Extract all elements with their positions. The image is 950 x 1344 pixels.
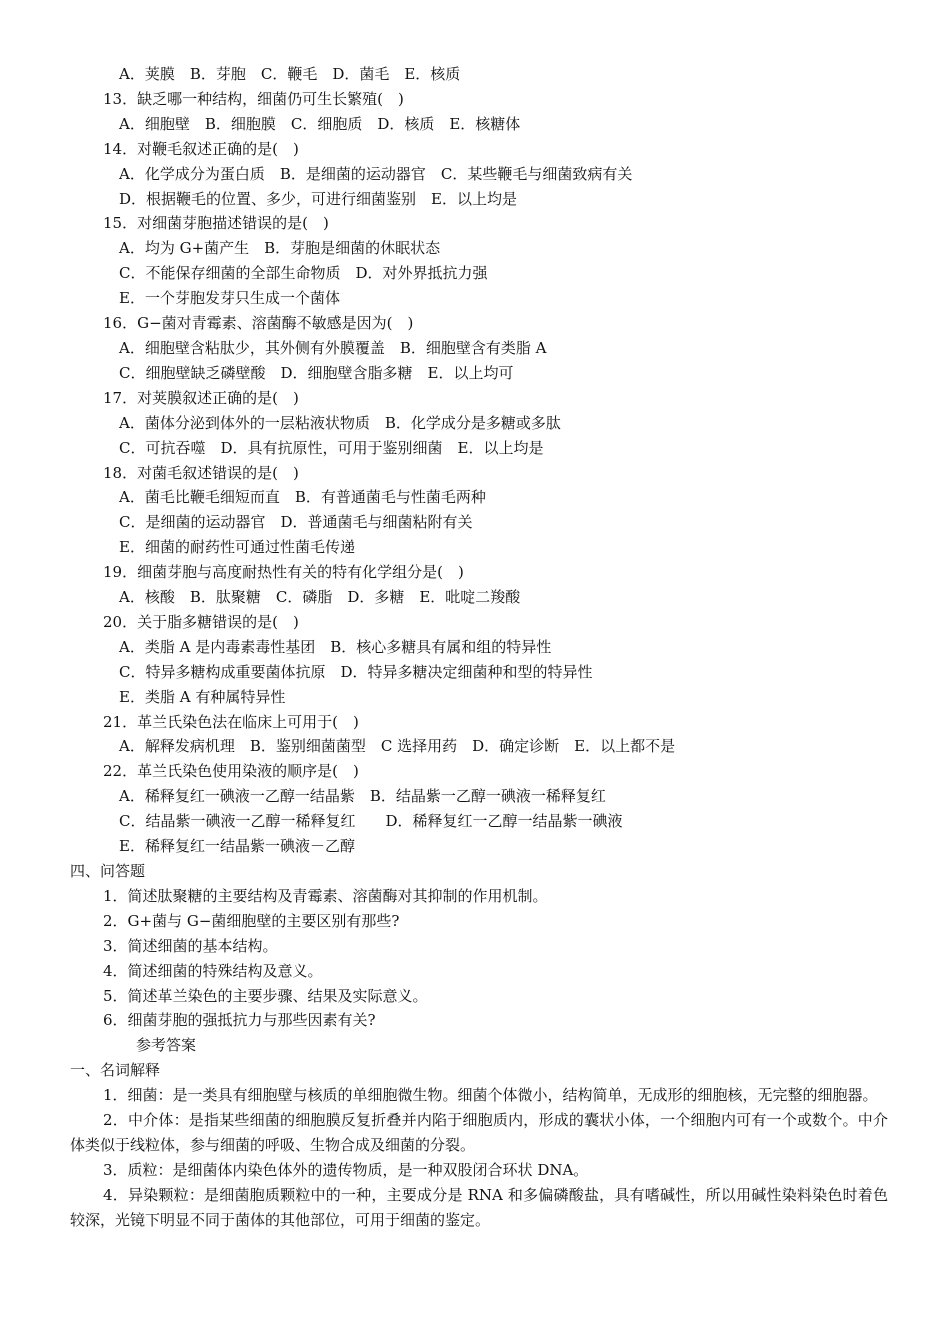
essay-question-4: 4．简述细菌的特殊结构及意义。: [103, 961, 323, 980]
answer-paragraph-1: 1．细菌：是一类具有细胞壁与核质的单细胞微生物。细菌个体微小，结构简单，无成形的细胞核，无完整的细胞器。: [103, 1086, 878, 1105]
q16-stem: 16．G−菌对青霉素、溶菌酶不敏感是因为( ): [103, 314, 414, 333]
essay-question-3: 3．简述细菌的基本结构。: [103, 936, 278, 955]
q16-options-1: A．细胞壁含粘肽少，其外侧有外膜覆盖 B．细胞壁含有类脂 A: [119, 338, 547, 357]
q20-stem: 20．关于脂多糖错误的是( ): [103, 612, 299, 631]
q18-stem: 18．对菌毛叙述错误的是( ): [103, 463, 299, 482]
q17-options-1: A．菌体分泌到体外的一层粘液状物质 B．化学成分是多糖或多肽: [119, 413, 561, 432]
q16-options-2: C．细胞壁缺乏磷壁酸 D．细胞壁含脂多糖 E．以上均可: [119, 363, 514, 382]
q20-options-1: A．类脂 A 是内毒素毒性基团 B．核心多糖具有属和组的特异性: [119, 637, 552, 656]
essay-question-2: 2．G+菌与 G−菌细胞壁的主要区别有那些?: [103, 911, 400, 930]
q14-options-1: A．化学成分为蛋白质 B．是细菌的运动器官 C．某些鞭毛与细菌致病有关: [119, 164, 633, 183]
answers-title: 参考答案: [136, 1036, 197, 1055]
answer-paragraph-3: 3．质粒：是细菌体内染色体外的遗传物质，是一种双股闭合环状 DNA。: [103, 1160, 589, 1179]
q15-stem: 15．对细菌芽胞描述错误的是( ): [103, 214, 329, 233]
q22-options-2: C．结晶紫一碘液一乙醇一稀释复红 D．稀释复红一乙醇一结晶紫一碘液: [119, 812, 623, 831]
q21-options: A．解释发病机理 B．鉴别细菌菌型 C 选择用药 D．确定诊断 E．以上都不是: [119, 737, 676, 756]
answer-paragraph-4: 4．异染颗粒：是细菌胞质颗粒中的一种，主要成分是 RNA 和多偏磷酸盐，具有嗜碱性，所以用碱性染料染色时着色较深，光镜下明显不同于菌体的其他部位，可用于细菌的鉴定。: [70, 1185, 888, 1229]
answer-paragraph-2: 2．中介体：是指某些细菌的细胞膜反复折叠并内陷于细胞质内，形成的囊状小体，一个细胞内可有一个或数个。中介体类似于线粒体，参与细菌的呼吸、生物合成及细菌的分裂。: [70, 1111, 888, 1154]
q22-options-1: A．稀释复红一碘液一乙醇一结晶紫 B．结晶紫一乙醇一碘液一稀释复红: [119, 787, 606, 806]
answers-section1-title: 一、名词解释: [70, 1061, 161, 1080]
q19-stem: 19．细菌芽胞与高度耐热性有关的特有化学组分是( ): [103, 563, 464, 582]
q15-options-2: C．不能保存细菌的全部生命物质 D．对外界抵抗力强: [119, 264, 488, 283]
essay-question-6: 6．细菌芽胞的强抵抗力与那些因素有关?: [103, 1011, 376, 1030]
q19-options: A．核酸 B．肽聚糖 C．磷脂 D．多糖 E．吡啶二羧酸: [119, 588, 521, 607]
q13-options: A．细胞壁 B．细胞膜 C．细胞质 D．核质 E．核糖体: [119, 114, 521, 133]
q20-options-3: E．类脂 A 有种属特异性: [119, 687, 286, 706]
q22-options-3: E．稀释复红一结晶紫一碘液－乙醇: [119, 837, 355, 856]
q18-options-2: C．是细菌的运动器官 D．普通菌毛与细菌粘附有关: [119, 513, 473, 532]
q14-options-2: D．根据鞭毛的位置、多少，可进行细菌鉴别 E．以上均是: [119, 189, 517, 208]
q15-options-1: A．均为 G+菌产生 B．芽胞是细菌的休眠状态: [119, 239, 441, 258]
q12-options: A．荚膜 B．芽胞 C．鞭毛 D．菌毛 E．核质: [119, 65, 461, 83]
q14-stem: 14．对鞭毛叙述正确的是( ): [103, 139, 299, 158]
essay-question-1: 1．简述肽聚糖的主要结构及青霉素、溶菌酶对其抑制的作用机制。: [103, 886, 548, 905]
q17-options-2: C．可抗吞噬 D．具有抗原性，可用于鉴别细菌 E．以上均是: [119, 438, 544, 457]
q18-options-3: E．细菌的耐药性可通过性菌毛传递: [119, 538, 355, 557]
q13-stem: 13．缺乏哪一种结构，细菌仍可生长繁殖( ): [103, 89, 404, 108]
q15-options-3: E．一个芽胞发芽只生成一个菌体: [119, 289, 340, 308]
q17-stem: 17．对荚膜叙述正确的是( ): [103, 388, 299, 407]
q20-options-2: C．特异多糖构成重要菌体抗原 D．特异多糖决定细菌种和型的特异性: [119, 662, 593, 681]
essay-question-5: 5．简述革兰染色的主要步骤、结果及实际意义。: [103, 986, 428, 1005]
section4-title: 四、问答题: [70, 862, 146, 880]
q22-stem: 22．革兰氏染色使用染液的顺序是( ): [103, 762, 359, 781]
page-content: [70, 62, 888, 1233]
q18-options-1: A．菌毛比鞭毛细短而直 B．有普通菌毛与性菌毛两种: [119, 488, 486, 507]
q21-stem: 21．革兰氏染色法在临床上可用于( ): [103, 712, 359, 731]
